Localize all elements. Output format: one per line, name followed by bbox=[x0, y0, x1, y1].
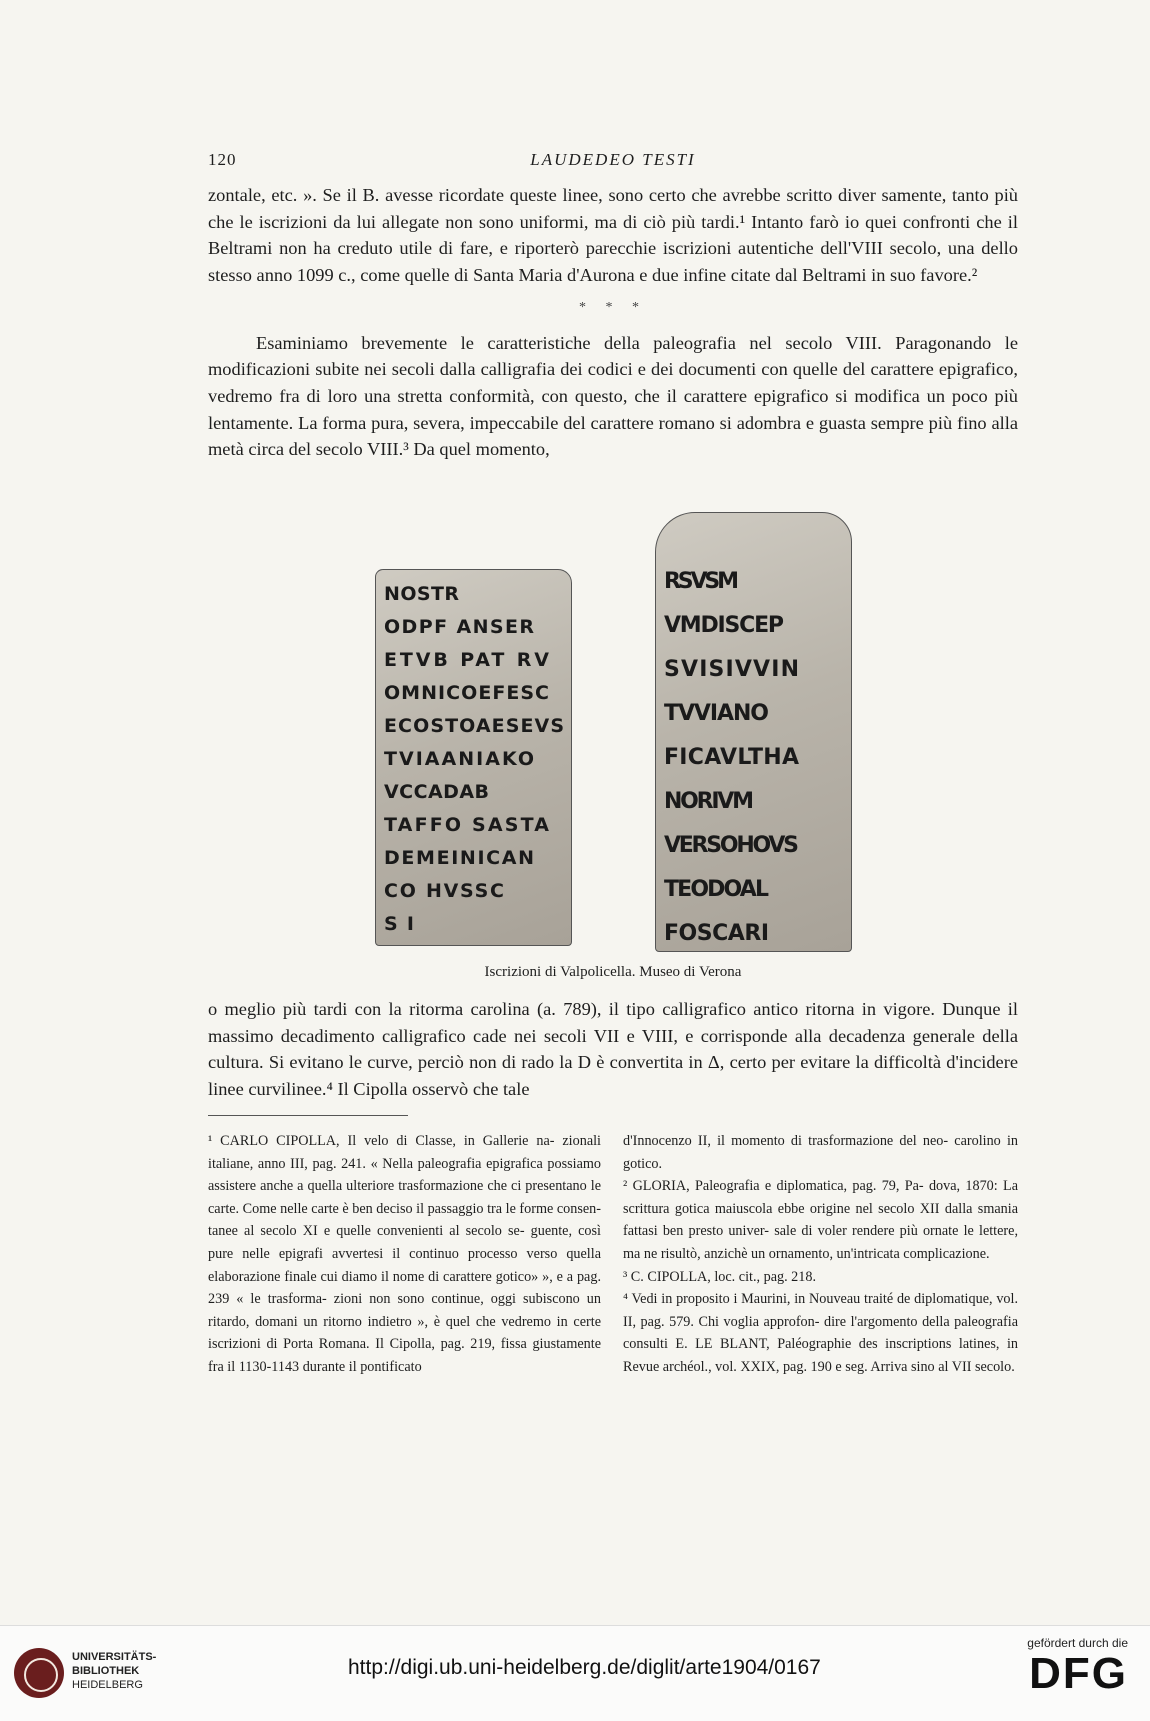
page-number: 120 bbox=[208, 150, 237, 169]
university-seal-icon bbox=[14, 1648, 64, 1698]
inscription-line: SI bbox=[384, 913, 414, 935]
stone-inscription-right bbox=[655, 512, 852, 952]
footnote-2: ² GLORIA, Paleografia e diplomatica, pag. 79, Pa- dova, 1870: La scrittura gotica maiuscola ebbe origine nel secolo XII dalla smania fattasi ben presto univer- sale di voler rendere più ornate le lettere, ma ne risultò, anzichè un ornamento, un'intricata complicazione. bbox=[623, 1178, 1018, 1262]
stone-left-lettering bbox=[376, 570, 571, 945]
library-name bbox=[72, 1650, 156, 1692]
digitization-footer bbox=[0, 1625, 1150, 1721]
inscription-line: SVISIVVIN bbox=[664, 657, 799, 682]
inscription-line: NOSTR bbox=[384, 583, 459, 605]
stone-inscription-left bbox=[375, 569, 572, 946]
figure-caption: Iscrizioni di Valpolicella. Museo di Verona bbox=[484, 964, 742, 980]
running-header bbox=[208, 150, 1018, 180]
paragraph-1: zontale, etc. ». Se il B. avesse ricordate queste linee, sono certo che avrebbe scritto diver samente, tanto più che le iscrizioni da lui allegate non sono uniformi, ma di ciò più tardi.¹ Intanto farò io quei confronti che il Beltrami non ha creduto utile di fare, e riporterò parecchie iscrizioni autentiche dell'VIII secolo, una dello stesso anno 1099 c., come quelle di Santa Maria d'Aurona e due infine citate dal Beltrami in suo favore.² bbox=[208, 185, 1018, 286]
inscription-line: CO HVSSC bbox=[384, 880, 504, 902]
inscription-line: ECOSTOAESEVS bbox=[384, 715, 564, 737]
dfg-wordmark: DFG bbox=[1029, 1649, 1128, 1698]
inscription-line: TVIAANIAKO bbox=[384, 748, 534, 770]
footnote-rule bbox=[208, 1115, 408, 1116]
section-separator: * * * bbox=[579, 299, 647, 315]
permalink-url[interactable]: http://digi.ub.uni-heidelberg.de/diglit/arte1904/0167 bbox=[348, 1656, 821, 1679]
footnote-3: ³ C. CIPOLLA, loc. cit., pag. 218. bbox=[623, 1268, 817, 1285]
inscription-line: ETVB PAT RV bbox=[384, 649, 549, 671]
footnotes-left-column bbox=[208, 1130, 601, 1379]
inscription-line: ODPF ANSER bbox=[384, 616, 534, 638]
paragraph-3: o meglio più tardi con la ritorma carolina (a. 789), il tipo calligrafico antico ritorna in vigore. Dunque il massimo decadimento calligrafico cade nei secoli VII e VIII, e corrisponde alla decadenza generale della cultura. Si evitano le curve, perciò non di rado la D è convertita in Δ, certo per evitare la difficoltà d'incidere linee curvilinee.⁴ Il Cipolla osservò che tale bbox=[208, 999, 1018, 1100]
stone-right-lettering bbox=[656, 513, 851, 951]
footnote-4: ⁴ Vedi in proposito i Maurini, in Nouveau traité de diplomatique, vol. II, pag. 579. Chi voglia approfon- dire l'argomento della paleografia consulti E. LE BLANT, Paléographie des inscriptions latines, in Revue archéol., vol. XXIX, pag. 190 e seg. Arriva sino al VII secolo. bbox=[623, 1291, 1018, 1375]
paragraph-2: Esaminiamo brevemente le caratteristiche della paleografia nel secolo VIII. Paragonando le modificazioni subite nei secoli dalla calligrafia dei codici e dei documenti con quelle del carattere epigrafico, vedremo fra di loro una stretta conformità, con questo, che il carattere epigrafico si modifica un poco più lentamente. La forma pura, severa, impeccabile del carattere romano si adombra e guasta sempre più fino alla metà circa del secolo VIII.³ Da quel momento, bbox=[208, 332, 1018, 460]
inscription-line: VERSOHOVS bbox=[664, 833, 799, 858]
running-title: LAUDEDEO TESTI bbox=[530, 150, 696, 169]
main-text-top bbox=[208, 182, 1018, 463]
inscription-line: DEMEINICAN bbox=[384, 847, 534, 869]
footnotes-right-column bbox=[623, 1130, 1018, 1379]
inscription-line: TVVIANO bbox=[664, 701, 769, 726]
main-text-bottom bbox=[208, 996, 1018, 1103]
inscription-line: OMNICOEFESC bbox=[384, 682, 549, 704]
inscription-line: TEODOAL bbox=[664, 877, 769, 902]
inscription-line: VMDISCEP bbox=[664, 613, 784, 638]
inscription-figure bbox=[370, 512, 850, 952]
library-line-3: HEIDELBERG bbox=[72, 1679, 143, 1691]
library-line-2: BIBLIOTHEK bbox=[72, 1665, 140, 1677]
inscription-line: TAFFO SASTA bbox=[384, 814, 549, 836]
dfg-logo[interactable] bbox=[1027, 1636, 1128, 1698]
inscription-line: RSVSM bbox=[664, 569, 739, 594]
footnote-1-continued: d'Innocenzo II, il momento di trasformazione del neo- carolino in gotico. bbox=[623, 1133, 1018, 1172]
library-logo[interactable] bbox=[14, 1644, 164, 1704]
inscription-line: NORIVM bbox=[664, 789, 754, 814]
library-line-1: UNIVERSITÄTS- bbox=[72, 1651, 157, 1663]
footnote-1: ¹ CARLO CIPOLLA, Il velo di Classe, in Gallerie na- zionali italiane, anno III, pag. 241. « Nella paleografia epigrafica possiamo assistere anche a quella ulteriore trasformazione che ci presentano le carte. Come nelle carte è ben deciso il passaggio tra le forme consen- tanee al secolo XI e quelle convenienti al secolo se- guente, così pure nelle epigrafi avvertesi il continuo processo verso quella elaborazione finale cui diamo il nome di carattere gotico» », e a pag. 239 « le trasforma- zioni non sono continue, oggi subiscono un ritardo, domani un ritorno indietro », è quel che vedremo in certe iscrizioni di Porta Romana. Il Cipolla, pag. 219, fissa giustamente fra il 1130-1143 durante il pontificato bbox=[208, 1133, 601, 1375]
inscription-line: VCCADAB bbox=[384, 781, 489, 803]
inscription-line: FICAVLTHA bbox=[664, 745, 799, 770]
inscription-line: FOSCARI bbox=[664, 921, 769, 946]
funding-text: gefördert durch die bbox=[1027, 1636, 1128, 1650]
